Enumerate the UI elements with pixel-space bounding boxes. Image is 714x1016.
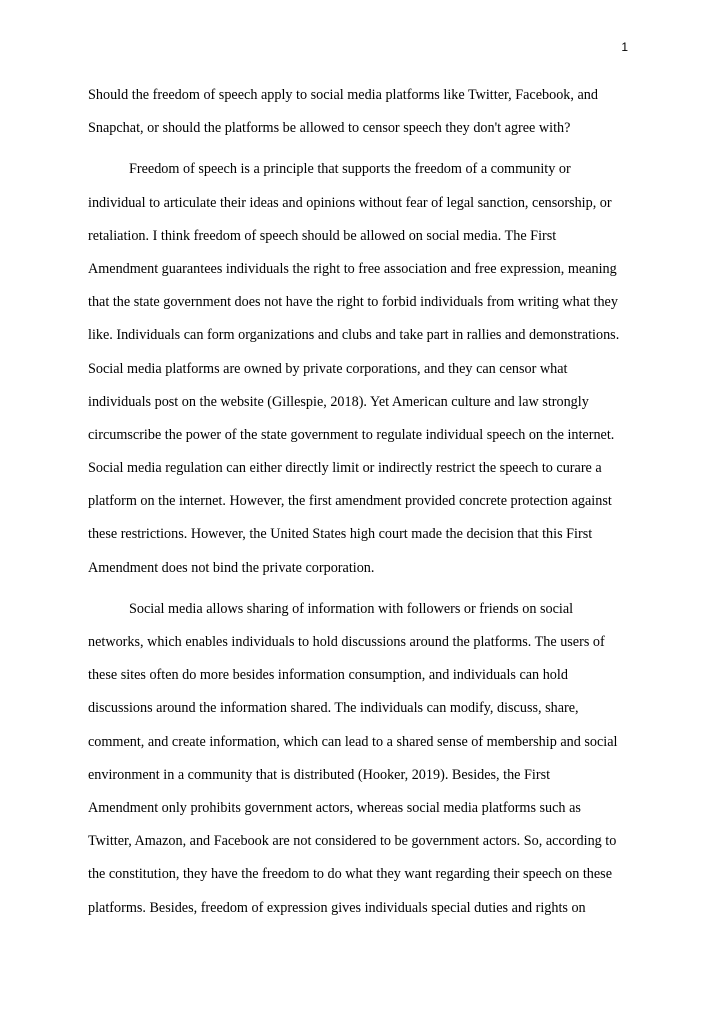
question-paragraph [88,82,648,148]
text-line: platform on the internet. However, the first amendment provided concrete protection against [88,493,612,510]
text-line: like. Individuals can form organizations and clubs and take part in rallies and demonstrations. [88,327,620,344]
text-line: circumscribe the power of the state government to regulate individual speech on the internet. [88,426,615,443]
text-line: Social media platforms are owned by private corporations, and they can censor what [88,360,568,377]
text-line: individuals post on the website (Gillespie, 2018). Yet American culture and law strongly [88,393,589,410]
text-line: individual to articulate their ideas and opinions without fear of legal sanction, censorship, or [88,194,612,211]
text-line: the constitution, they have the freedom to do what they want regarding their speech on these [88,866,612,883]
text-line: networks, which enables individuals to hold discussions around the platforms. The users of [88,634,605,650]
paragraph-spacer [88,148,648,156]
page-number: 1 [621,40,628,54]
text-line: Social media allows sharing of information with followers or friends on social [129,600,574,617]
paragraph-spacer [88,588,648,596]
text-line: Amendment does not bind the private corporation. [88,559,375,576]
text-line: environment in a community that is distributed (Hooker, 2019). Besides, the First [88,766,551,783]
text-line: Social media regulation can either directly limit or indirectly restrict the speech to curare a [88,460,602,477]
text-line: platforms. Besides, freedom of expression gives individuals special duties and rights on [88,899,586,916]
text-line: Amendment only prohibits government actors, whereas social media platforms such as [88,799,581,816]
text-line: these restrictions. However, the United States high court made the decision that this First [88,526,593,543]
text-line: comment, and create information, which can lead to a shared sense of membership and social [88,733,618,750]
text-line: Twitter, Amazon, and Facebook are not considered to be government actors. So, according to [88,833,617,850]
paragraph-social-media [88,596,648,928]
text-line: Snapchat, or should the platforms be allowed to censor speech they don't agree with? [88,120,571,137]
text-line: Should the freedom of speech apply to social media platforms like Twitter, Facebook, and [88,87,598,103]
document-body [88,82,648,928]
text-line: Amendment guarantees individuals the right to free association and free expression, meaning [88,260,617,277]
text-line: that the state government does not have the right to forbid individuals from writing what they [88,294,618,311]
text-line: discussions around the information shared. The individuals can modify, discuss, share, [88,700,579,717]
text-line: these sites often do more besides information consumption, and individuals can hold [88,667,568,684]
text-line: Freedom of speech is a principle that supports the freedom of a community or [129,161,571,178]
paragraph-freedom-of-speech [88,156,648,587]
text-line: retaliation. I think freedom of speech should be allowed on social media. The First [88,227,557,244]
